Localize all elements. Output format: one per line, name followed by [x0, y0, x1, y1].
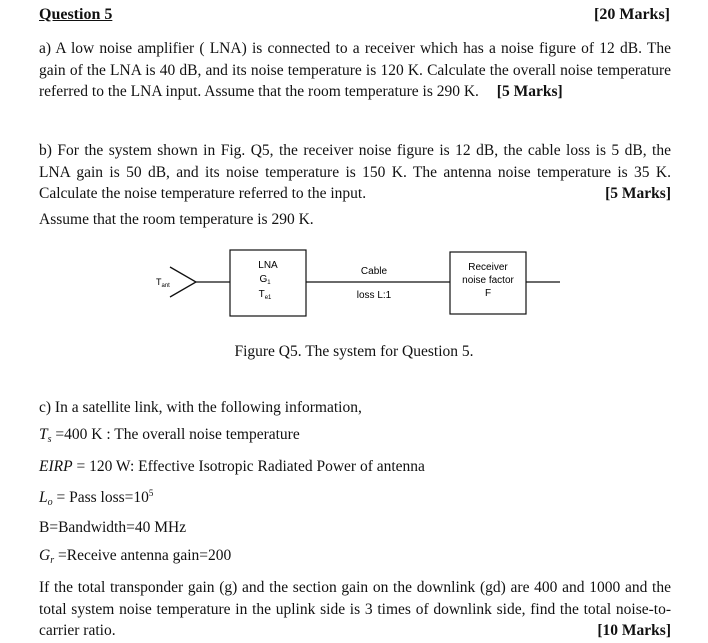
figure-caption: Figure Q5. The system for Question 5. — [234, 343, 474, 360]
cable-loss-label: loss L:1 — [356, 290, 392, 301]
part-c-question — [39, 577, 671, 642]
part-b-assumption: Assume that the room temperature is 290 K. — [39, 211, 314, 228]
system-diagram — [140, 242, 580, 322]
noise-temp-line: $T_s =400$ K : The overall noise temperature — [39, 426, 300, 445]
antenna-icon — [170, 267, 196, 297]
question-title: Question 5 — [39, 6, 113, 23]
part-c-question-text: If the total transponder gain (g) and the section gain on the downlink (gd) are 400 and 1000 and the total system noise temperature in the uplink side is 3 times of downlink side, find the total noise-to-carrier ratio. — [39, 579, 671, 639]
receiver-noise-factor: noise factor — [462, 275, 514, 286]
receiver-title: Receiver — [468, 262, 508, 273]
cable-title: Cable — [360, 266, 388, 277]
lna-temp-label: $T_{e1}$ — [258, 289, 272, 301]
part-b-text: b) For the system shown in Fig. Q5, the receiver noise figure is 12 dB, the cable loss is 5 dB, the LNA gain is 50 dB, and its noise temperature is 150 K. The antenna noise temperature is 35 K. Calculate the noise temperature referred to the input. — [39, 142, 671, 202]
lna-gain-label: $G_1$ — [259, 274, 271, 286]
part-b-paragraph — [39, 140, 671, 205]
path-loss-line: $L_o$ = Pass $loss=10^5$ — [39, 488, 154, 508]
eirp-line: EIRP = 120 W: Effective Isotropic Radiated Power of antenna — [39, 458, 425, 475]
part-a-paragraph — [39, 38, 671, 103]
antenna-gain-line: $G_r$ =Receive antenna gain=200 — [39, 547, 232, 566]
bandwidth-line: B=Bandwidth=40 MHz — [39, 519, 187, 536]
part-c-intro: c) In a satellite link, with the following information, — [39, 399, 362, 416]
part-b-marks: [5 Marks] — [605, 185, 671, 202]
part-c-marks: [10 Marks] — [597, 622, 671, 639]
question-total-marks: [20 Marks] — [594, 6, 670, 23]
receiver-f-label: F — [484, 288, 492, 299]
part-a-marks: [5 Marks] — [496, 83, 563, 100]
lna-title: LNA — [258, 260, 278, 271]
antenna-temp-label: $T_{ant}$ — [156, 277, 170, 289]
part-a-text: a) A low noise amplifier ( LNA) is connected to a receiver which has a noise figure of 12 dB. The gain of the LNA is 40 dB, and its noise temperature is 120 K. Calculate the overall noise temperature referred to the LNA input. Assume that the room temperature is 290 K. — [39, 40, 671, 100]
